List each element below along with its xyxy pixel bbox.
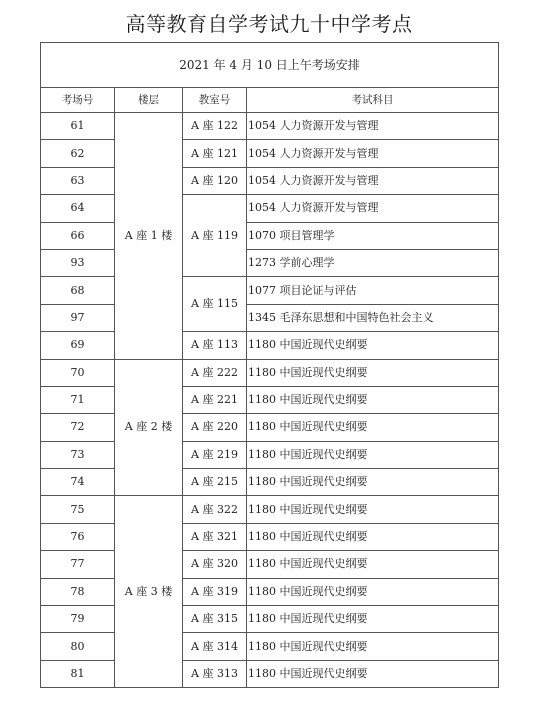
subject-cell: 1180 中国近现代史纲要 [247,606,499,633]
hall-number-cell: 74 [41,469,115,496]
hall-number-cell: 69 [41,332,115,359]
room-cell: A 座 119 [183,195,247,277]
hall-number-cell: 68 [41,277,115,304]
table-row [41,469,499,496]
subject-cell: 1054 人力资源开发与管理 [247,113,499,140]
table-row [41,249,499,276]
floor-cell: A 座 1 楼 [115,113,183,360]
subject-cell: 1180 中国近现代史纲要 [247,633,499,660]
table-row [41,633,499,660]
room-cell: A 座 215 [183,469,247,496]
hall-number-cell: 72 [41,414,115,441]
hall-number-cell: 64 [41,195,115,222]
room-cell: A 座 321 [183,523,247,550]
floor-cell: A 座 3 楼 [115,496,183,688]
room-cell: A 座 320 [183,551,247,578]
hall-number-cell: 76 [41,523,115,550]
header-room-number: 教室号 [183,88,247,113]
subject-cell: 1180 中国近现代史纲要 [247,660,499,687]
header-hall-number: 考场号 [41,88,115,113]
subtitle-row [41,43,499,88]
table-row [41,414,499,441]
schedule-subtitle: 2021 年 4 月 10 日上午考场安排 [41,43,499,88]
table-row [41,523,499,550]
hall-number-cell: 71 [41,386,115,413]
subject-cell: 1345 毛泽东思想和中国特色社会主义 [247,304,499,331]
table-row [41,441,499,468]
hall-number-cell: 78 [41,578,115,605]
subject-cell: 1180 中国近现代史纲要 [247,332,499,359]
table-row [41,551,499,578]
header-subject: 考试科目 [247,88,499,113]
room-cell: A 座 220 [183,414,247,441]
table-row [41,304,499,331]
subject-cell: 1180 中国近现代史纲要 [247,441,499,468]
table-row [41,113,499,140]
table-row [41,660,499,687]
subject-cell: 1180 中国近现代史纲要 [247,359,499,386]
subject-cell: 1054 人力资源开发与管理 [247,167,499,194]
table-row [41,167,499,194]
hall-number-cell: 93 [41,249,115,276]
hall-number-cell: 73 [41,441,115,468]
table-row [41,332,499,359]
table-row [41,359,499,386]
subject-cell: 1180 中国近现代史纲要 [247,578,499,605]
hall-number-cell: 63 [41,167,115,194]
table-row [41,578,499,605]
room-cell: A 座 322 [183,496,247,523]
table-row [41,496,499,523]
room-cell: A 座 122 [183,113,247,140]
subject-cell: 1180 中国近现代史纲要 [247,414,499,441]
subject-cell: 1077 项目论证与评估 [247,277,499,304]
header-floor: 楼层 [115,88,183,113]
room-cell: A 座 120 [183,167,247,194]
subject-cell: 1180 中国近现代史纲要 [247,523,499,550]
room-cell: A 座 315 [183,606,247,633]
hall-number-cell: 80 [41,633,115,660]
header-row [41,88,499,113]
table-row [41,140,499,167]
hall-number-cell: 81 [41,660,115,687]
subject-cell: 1054 人力资源开发与管理 [247,195,499,222]
hall-number-cell: 97 [41,304,115,331]
hall-number-cell: 79 [41,606,115,633]
subject-cell: 1180 中国近现代史纲要 [247,496,499,523]
table-row [41,386,499,413]
room-cell: A 座 313 [183,660,247,687]
subject-cell: 1180 中国近现代史纲要 [247,551,499,578]
subject-cell: 1180 中国近现代史纲要 [247,386,499,413]
room-cell: A 座 221 [183,386,247,413]
subject-cell: 1070 项目管理学 [247,222,499,249]
room-cell: A 座 222 [183,359,247,386]
subject-cell: 1054 人力资源开发与管理 [247,140,499,167]
table-row [41,195,499,222]
subject-cell: 1273 学前心理学 [247,249,499,276]
table-row [41,277,499,304]
room-cell: A 座 121 [183,140,247,167]
floor-cell: A 座 2 楼 [115,359,183,496]
hall-number-cell: 66 [41,222,115,249]
room-cell: A 座 115 [183,277,247,332]
page-title: 高等教育自学考试九十中学考点 [125,12,413,36]
hall-number-cell: 75 [41,496,115,523]
hall-number-cell: 62 [41,140,115,167]
exam-schedule-table [40,42,499,688]
hall-number-cell: 70 [41,359,115,386]
room-cell: A 座 319 [183,578,247,605]
subject-cell: 1180 中国近现代史纲要 [247,469,499,496]
room-cell: A 座 113 [183,332,247,359]
table-row [41,606,499,633]
hall-number-cell: 77 [41,551,115,578]
room-cell: A 座 219 [183,441,247,468]
table-row [41,222,499,249]
room-cell: A 座 314 [183,633,247,660]
hall-number-cell: 61 [41,113,115,140]
